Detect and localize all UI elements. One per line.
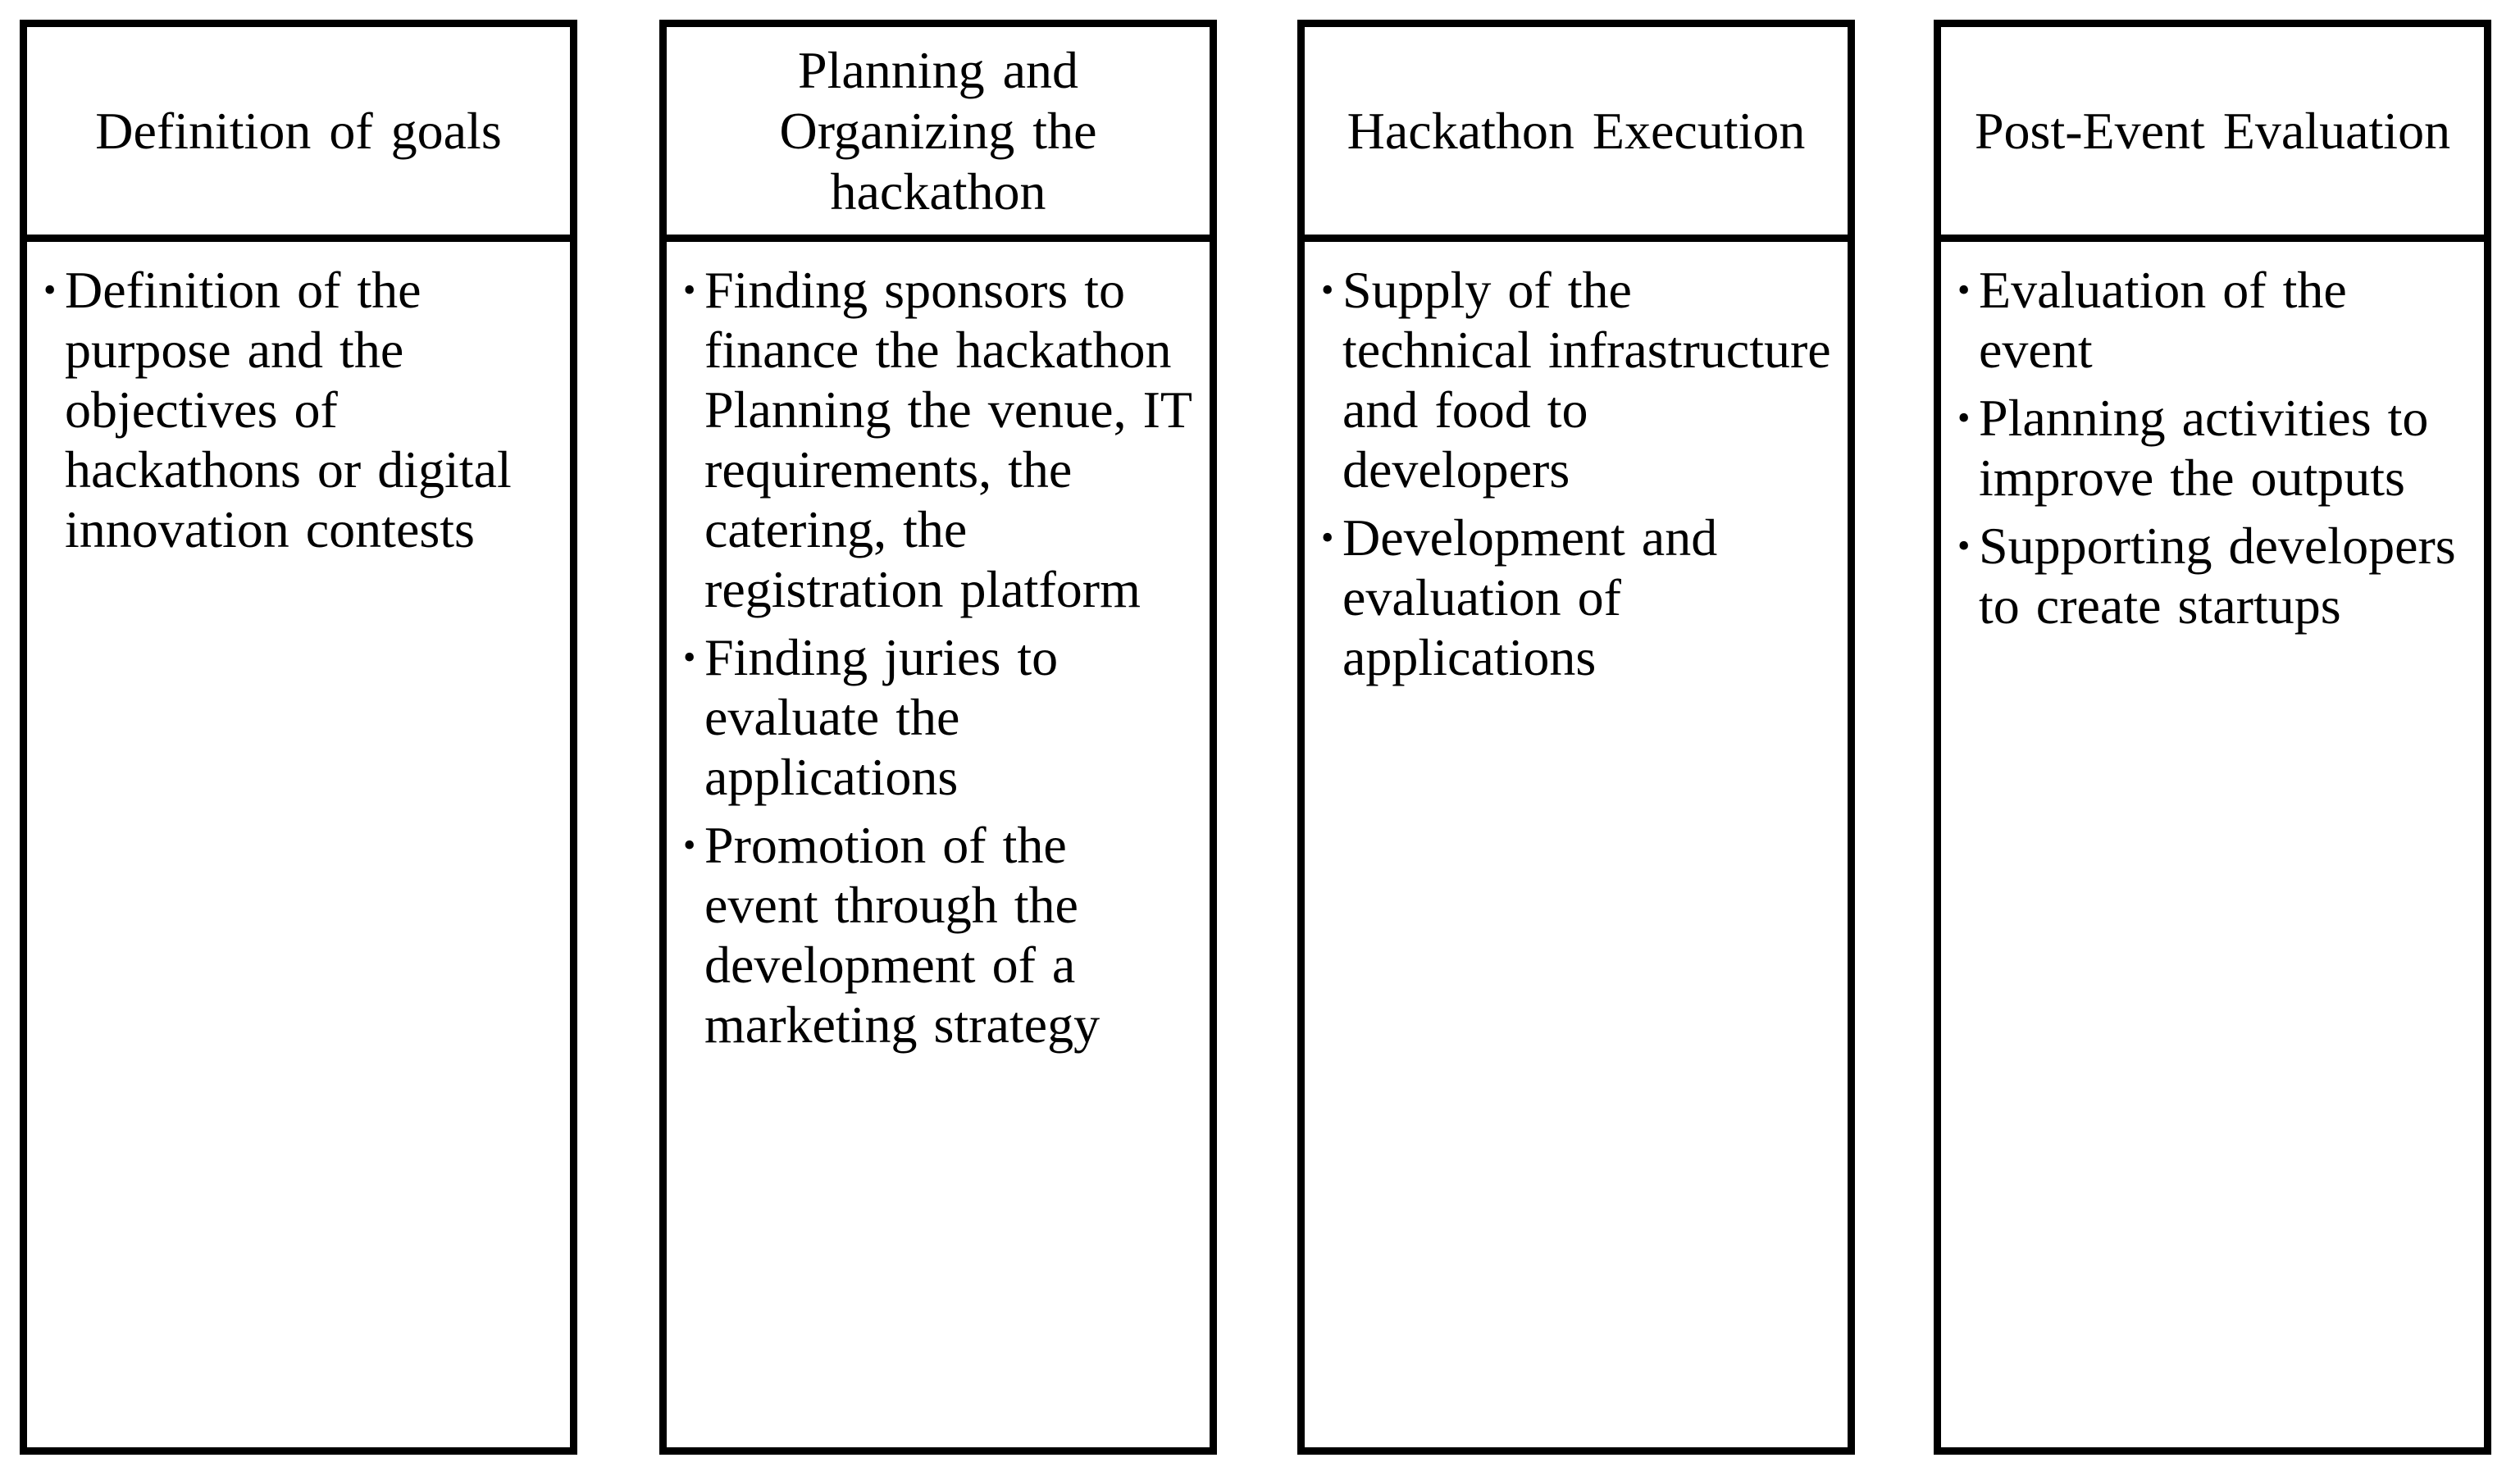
phase-title: Post-Event Evaluation: [1974, 101, 2451, 160]
phase-header: [27, 27, 570, 242]
phase-title: Hackathon Execution: [1347, 101, 1806, 160]
bullet-icon: •: [1957, 270, 1971, 310]
list-item-text: Planning activities to improve the outputs: [1979, 389, 2429, 507]
bullet-icon: •: [1321, 270, 1334, 310]
phase-title: Planning and Organizing the hackathon: [779, 40, 1097, 221]
bullet-list: [43, 260, 554, 559]
phase-box-post-event-evaluation: [1934, 20, 2491, 1455]
phase-header: [667, 27, 1210, 242]
list-item-text: Supporting developers to create startups: [1979, 517, 2456, 635]
bullet-icon: •: [683, 825, 696, 865]
phase-body: [667, 242, 1210, 1447]
bullet-icon: •: [683, 270, 696, 310]
phase-body: [1305, 242, 1848, 1447]
list-item: [1957, 260, 2468, 380]
list-item: [1321, 260, 1831, 499]
bullet-list: [1321, 260, 1831, 687]
phase-header: [1305, 27, 1848, 242]
bullet-list: [683, 260, 1193, 1055]
list-item-text: Promotion of the event through the development of a marketing strategy: [704, 816, 1101, 1054]
bullet-icon: •: [1957, 398, 1971, 438]
phase-box-definition-of-goals: [20, 20, 577, 1455]
bullet-icon: •: [1321, 517, 1334, 558]
list-item-text: Development and evaluation of applications: [1342, 508, 1718, 686]
bullet-list: [1957, 260, 2468, 636]
list-item-text: Finding juries to evaluate the applications: [704, 628, 1059, 806]
bullet-icon: •: [683, 637, 696, 677]
list-item: [43, 260, 554, 559]
phase-box-hackathon-execution: [1297, 20, 1855, 1455]
phase-box-planning-and-organizing: [659, 20, 1217, 1455]
list-item: [683, 627, 1193, 807]
bullet-icon: •: [43, 270, 57, 310]
list-item: [1957, 388, 2468, 508]
phase-title: Definition of goals: [95, 101, 502, 160]
bullet-icon: •: [1957, 526, 1971, 566]
list-item: [683, 260, 1193, 619]
list-item-text: Finding sponsors to finance the hackathon Planning the venue, IT requirements, the catering, the registration platform: [704, 261, 1192, 618]
phase-body: [1941, 242, 2484, 1447]
list-item-text: Definition of the purpose and the objectives of hackathons or digital innovation contests: [65, 261, 512, 558]
list-item: [1321, 508, 1831, 687]
phase-header: [1941, 27, 2484, 242]
list-item-text: Supply of the technical infrastructure and food to developers: [1342, 261, 1831, 499]
list-item: [683, 815, 1193, 1055]
list-item: [1957, 516, 2468, 636]
list-item-text: Evaluation of the event: [1979, 261, 2347, 379]
phase-body: [27, 242, 570, 1447]
